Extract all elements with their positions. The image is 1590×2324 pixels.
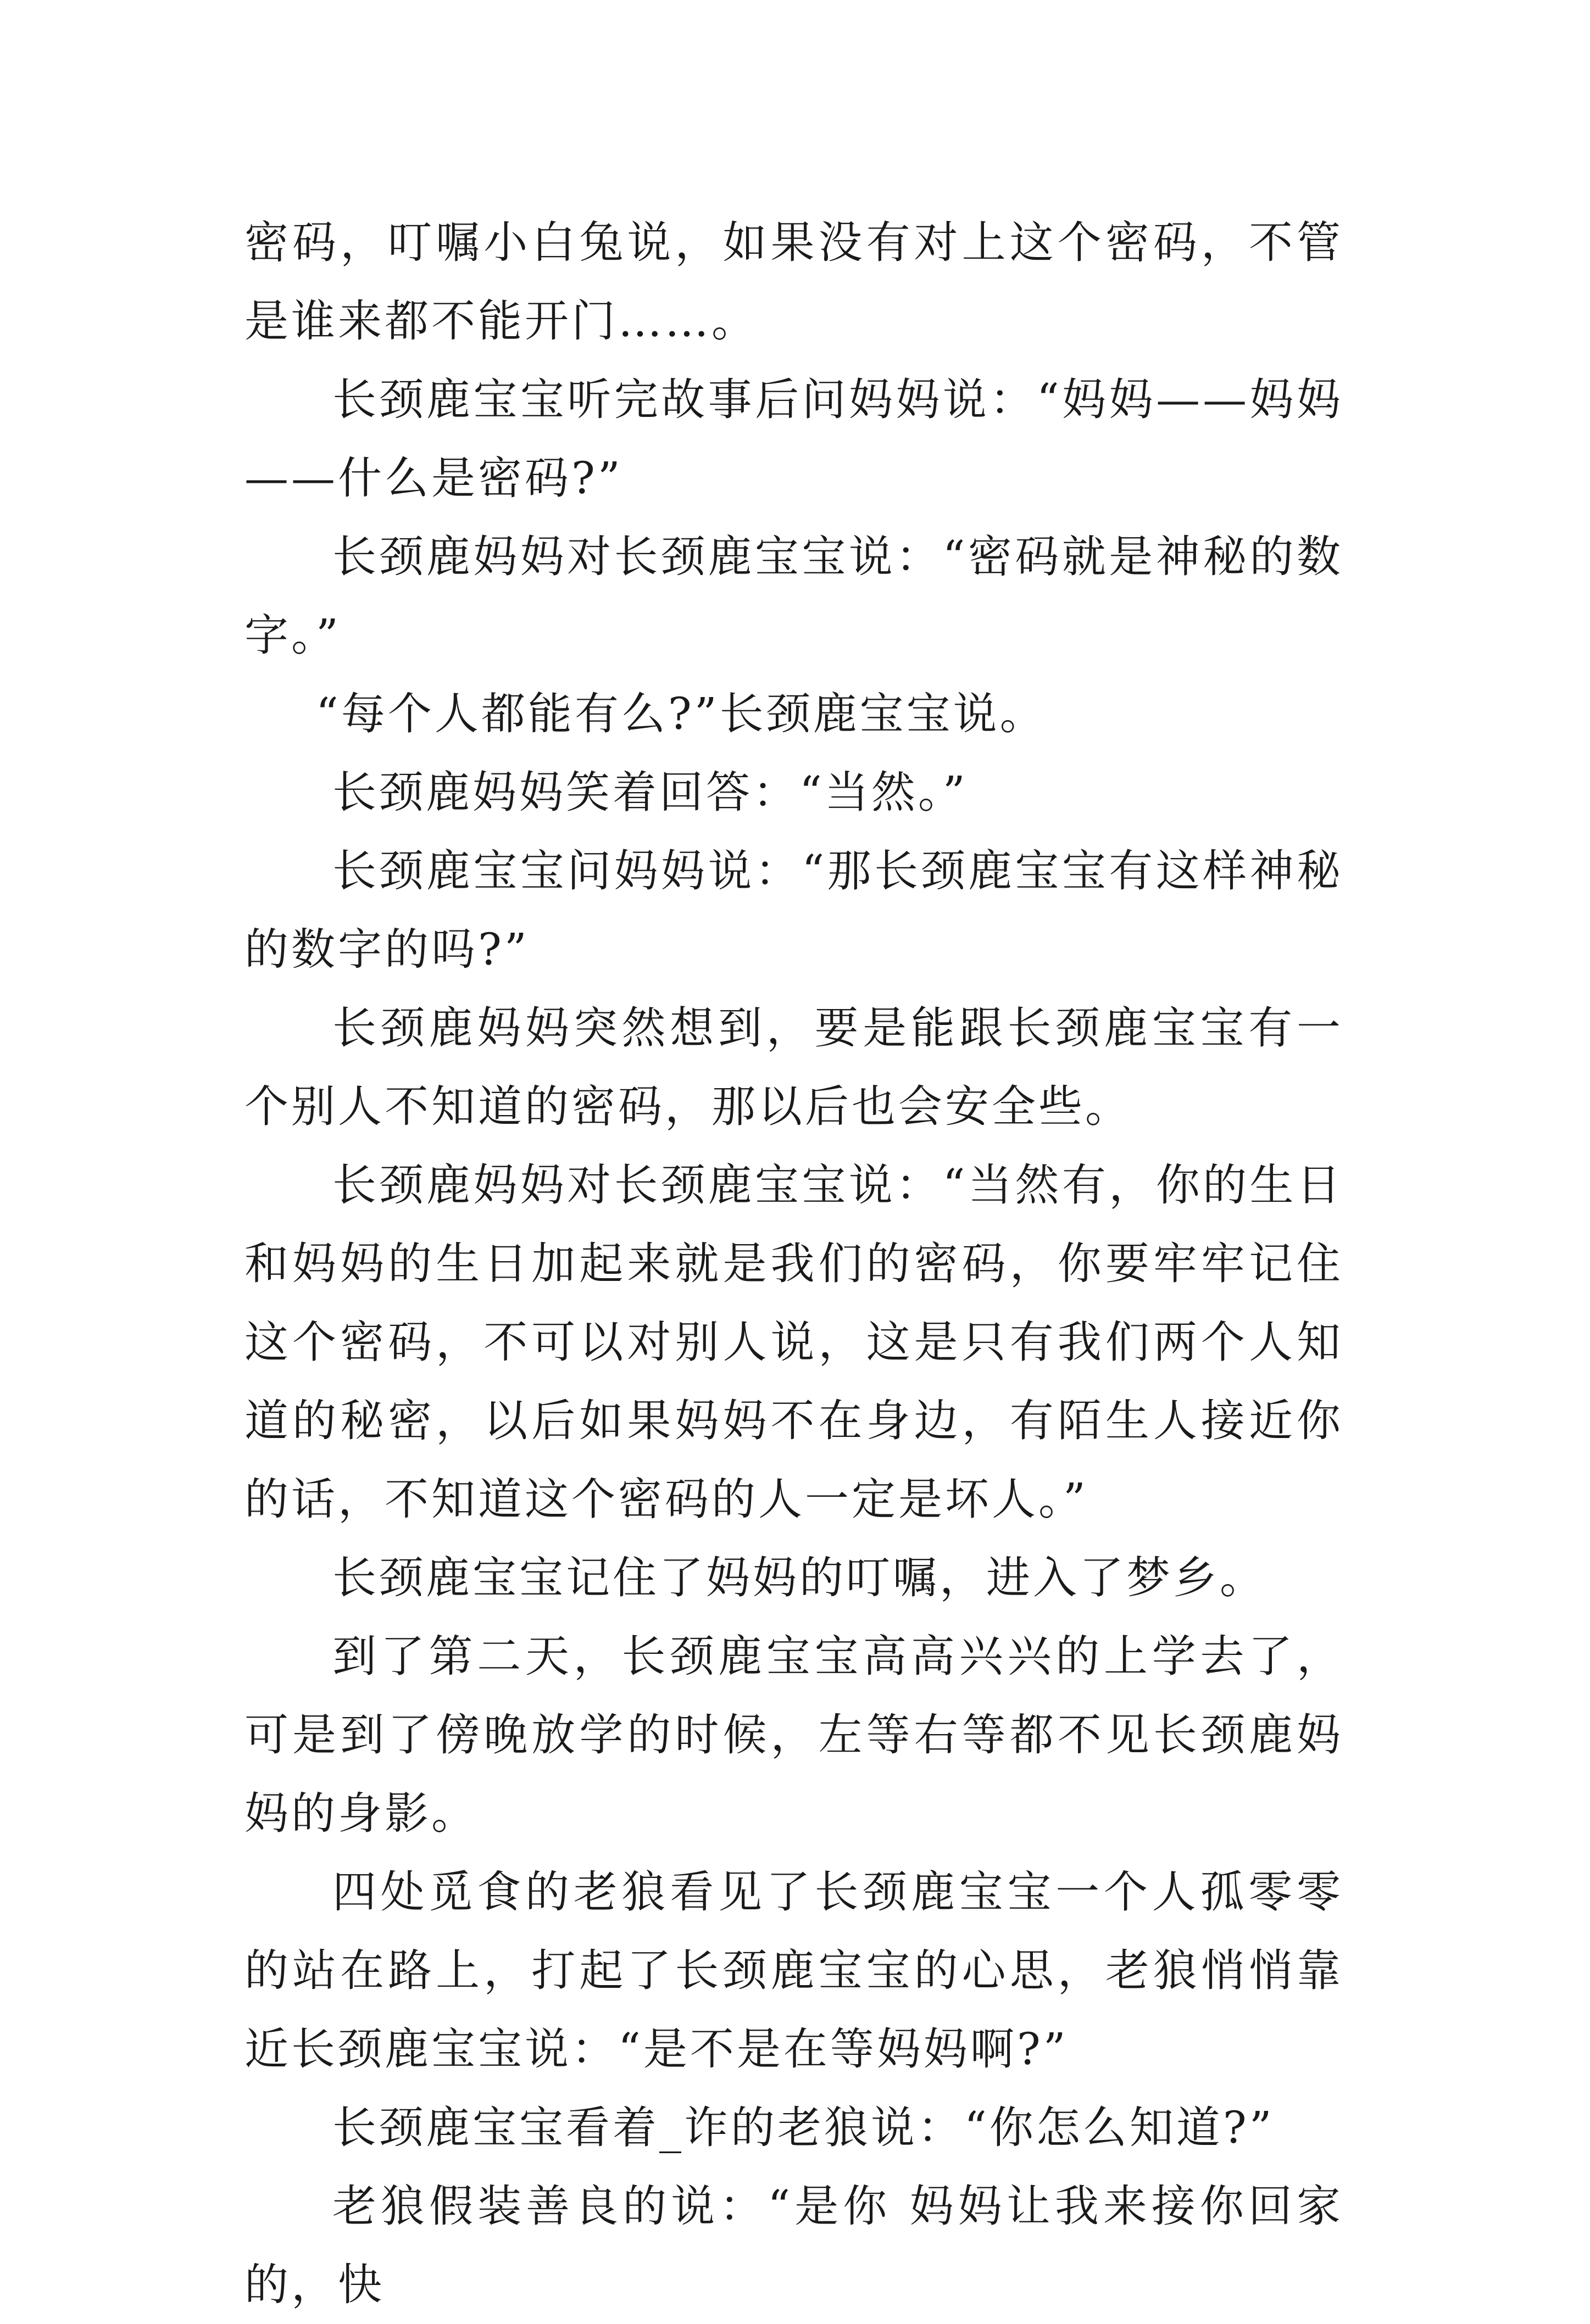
paragraph-9: 长颈鹿宝宝记住了妈妈的叮嘱，进入了梦乡。 bbox=[332, 1552, 1266, 1603]
paragraph-8: 长颈鹿妈妈对长颈鹿宝宝说：“当然有，你的生日和妈妈的生日加起来就是我们的密码，你要牢牢记住这个密码，不可以对别人说，这是只有我们两个人知道的秘密，以后如果妈妈不在身边，有陌生人接近你的话，不知道这个密码的人一定是坏人。” bbox=[244, 1160, 1343, 1525]
paragraph-7: 长颈鹿妈妈突然想到，要是能跟长颈鹿宝宝有一个别人不知道的密码，那以后也会安全些。 bbox=[244, 1002, 1343, 1132]
paragraph-11: 四处觅食的老狼看见了长颈鹿宝宝一个人孤零零的站在路上，打起了长颈鹿宝宝的心思，老狼悄悄靠近长颈鹿宝宝说：“是不是在等妈妈啊?” bbox=[244, 1866, 1343, 2075]
paragraph-1: 密码，叮嘱小白兔说，如果没有对上这个密码，不管是谁来都不能开门……。 bbox=[244, 217, 1343, 347]
paragraph-6: 长颈鹿宝宝问妈妈说：“那长颈鹿宝宝有这样神秘的数字的吗?” bbox=[244, 845, 1343, 975]
paragraph-4: “每个人都能有么?”长颈鹿宝宝说。 bbox=[316, 688, 1047, 739]
paragraph-3: 长颈鹿妈妈对长颈鹿宝宝说：“密码就是神秘的数字。” bbox=[244, 531, 1343, 661]
paragraph-5: 长颈鹿妈妈笑着回答：“当然。” bbox=[332, 767, 968, 818]
paragraph-2: 长颈鹿宝宝听完故事后问妈妈说：“妈妈——妈妈——什么是密码?” bbox=[244, 374, 1343, 504]
paragraph-12: 长颈鹿宝宝看着_诈的老狼说：“你怎么知道?” bbox=[332, 2102, 1275, 2153]
paragraph-10: 到了第二天，长颈鹿宝宝高高兴兴的上学去了，可是到了傍晚放学的时候，左等右等都不见长颈鹿妈妈的身影。 bbox=[244, 1631, 1343, 1839]
paragraph-13: 老狼假装善良的说：“是你 妈妈让我来接你回家的，快 bbox=[244, 2181, 1343, 2310]
document-body bbox=[244, 203, 1343, 2324]
